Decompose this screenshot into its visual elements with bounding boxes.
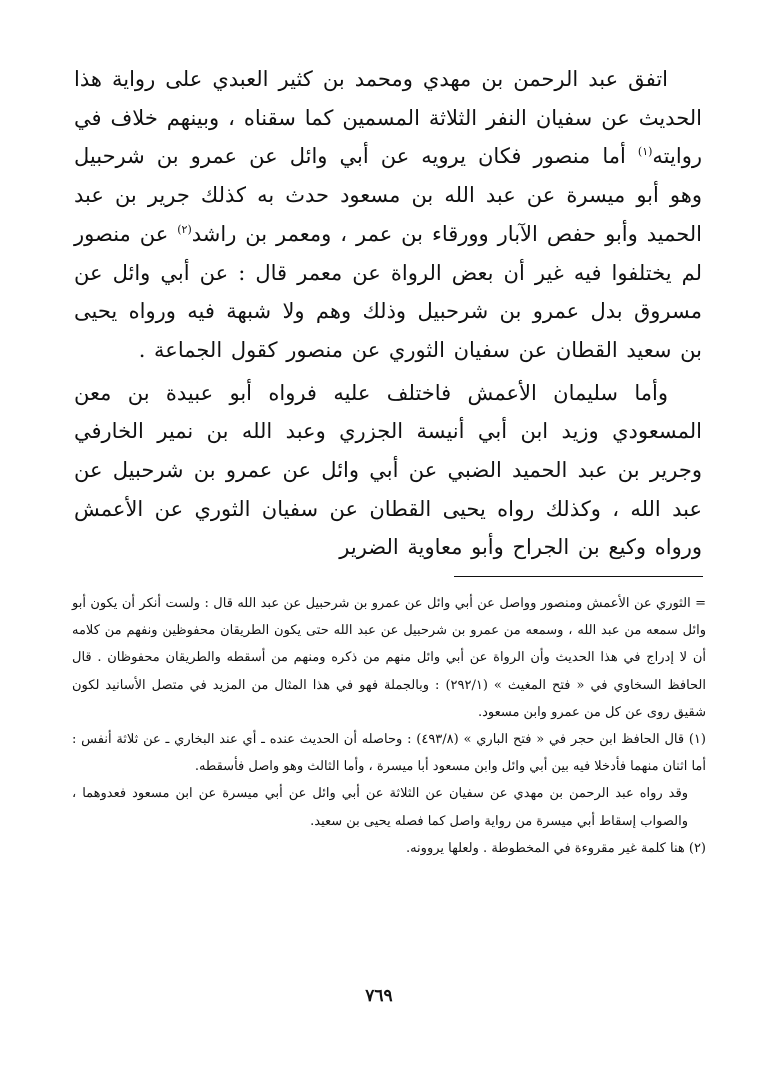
main-text (74, 60, 702, 567)
footnote-2: (٢) هنا كلمة غير مقروءة في المخطوطة . ولعلها يروونه. (405, 840, 706, 856)
paragraph-2: وأما سليمان الأعمش فاختلف عليه فرواه أبو عبيدة بن معن المسعودي وزيد ابن أبي أنيسة الجزري وعبد الله بن نمير الخارفي وجرير بن عبد الحميد الضبي عن أبي وائل عن عمرو بن شرحبيل عن عبد الله ، وكذلك رواه يحيى القطان عن سفيان الثوري عن الأعمش ورواه وكيع بن الجراح وأبو معاوية الضرير (74, 380, 702, 560)
footnote-ref-2[interactable]: (٢) (177, 222, 192, 236)
footnote-separator (454, 576, 703, 577)
footnotes (72, 590, 706, 862)
footnote-continued: = الثوري عن الأعمش ومنصور وواصل عن أبي وائل عن عمرو بن شرحبيل عن عبد الله قال : ولست أنكر أن يكون أبو وائل سمعه من عبد الله ، وسمعه من عمرو بن شرحبيل عن عبد الله حتى يكون الطريقان محفوظين ونفهم من كلامه أن لا إدراج في هذا الحديث وأن الرواة عن أبي وائل منهم من ذكره ومنهم من أسقطه والطريقان محفوظان . قال الحافظ السخاوي في « فتح المغيث » (٢٩٢/١) : وبالجملة فهو في هذا المثال من المزيد في متصل الأسانيد لكون شقيق روى عن كل من عمرو وابن مسعود. (72, 596, 706, 720)
footnote-ref-1[interactable]: (١) (637, 145, 653, 159)
footnote-1-continued: وقد رواه عبد الرحمن بن مهدي عن سفيان عن الثلاثة عن أبي وائل عن أبي ميسرة عن ابن مسعود فعدوهما ، والصواب إسقاط أبي ميسرة من رواية واصل كما فصله يحيى بن سعيد. (72, 786, 688, 829)
page-number: ٧٦٩ (365, 986, 393, 1006)
footnote-1: (١) قال الحافظ ابن حجر في « فتح الباري » (٤٩٣/٨) : وحاصله أن الحديث عنده ـ أي عند البخاري ـ عن ثلاثة أنفس : أما اثنان منهما فأدخلا فيه بين أبي وائل وابن مسعود أبا ميسرة ، وأما الثالث وهو واصل فأسقطه. (72, 732, 706, 775)
paragraph-1: اتفق عبد الرحمن بن مهدي ومحمد بن كثير العبدي على رواية هذا الحديث عن سفيان النفر الثلاثة المسمين كما سقناه ، وبينهم خلاف في روايته$^{(١)}$ أما منصور فكان يرويه عن أبي وائل عن عمرو بن شرحبيل وهو أبو ميسرة عن عبد الله بن مسعود حدث به كذلك جرير بن عبد الحميد وأبو حفص الآبار وورقاء بن عمر ، ومعمر بن راشد$^{(٢)}$ عن منصور لم يختلفوا فيه غير أن بعض الرواة عن معمر قال : عن أبي وائل عن مسروق بدل عمرو بن شرحبيل وذلك وهم ولا شبهة فيه ورواه يحيى بن سعيد القطان عن سفيان الثوري عن منصور كقول الجماعة . (74, 67, 702, 362)
